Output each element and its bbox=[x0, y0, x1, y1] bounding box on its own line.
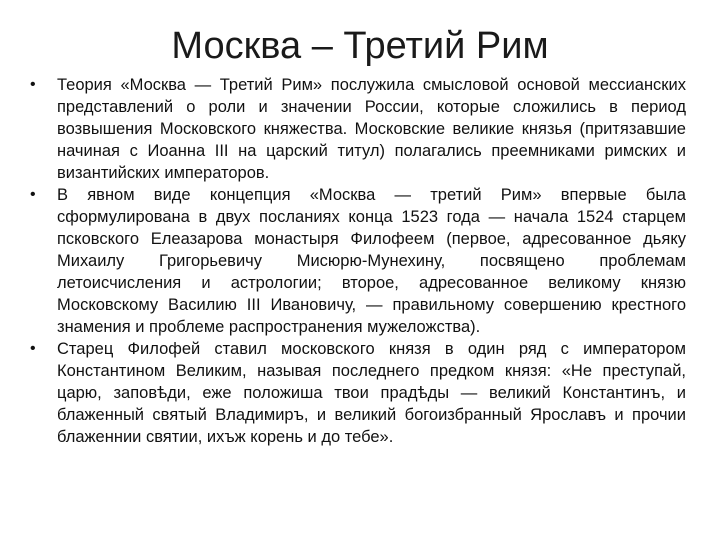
bullet-item-2 bbox=[30, 184, 686, 338]
bullet-text-1: Теория «Москва — Третий Рим» послужила смысловой основой мессианских представлений о роли и значении России, которые сложились в период возвышения Московского княжества. Московские великие князья (притязавшие начиная с Иоанна III на царский титул) полагались преемниками римских и византийских императоров. bbox=[57, 76, 686, 182]
bullet-item-1 bbox=[30, 74, 686, 184]
bullet-text-2: В явном виде концепция «Москва — третий Рим» впервые была сформулирована в двух посланиях конца 1523 года — начала 1524 старцем псковского Елеазарова монастыря Филофеем (первое, адресованное дьяку Михаилу Григорьевичу Мисюрю-Мунехину, посвящено проблемам летоисчисления и астрологии; второе, адресованное великому князю Московскому Василию III Ивановичу, — правильному совершению крестного знамения и проблеме распространения мужеложства). bbox=[57, 186, 686, 336]
bullet-marker: • bbox=[30, 340, 36, 357]
bullet-item-3 bbox=[30, 338, 686, 448]
bullet-text-3: Старец Филофей ставил московского князя в один ряд с императором Константином Великим, называя последнего предком князя: «Не преступай, царю, заповѣди, еже положиша твои прадѣды — великий Константинъ, и блаженный святый Владимиръ, и великий богоизбранный Ярославъ и прочии блаженнии святии, ихъж корень и до тебе». bbox=[57, 340, 686, 446]
bullet-list bbox=[30, 74, 686, 448]
slide-title: Москва – Третий Рим bbox=[171, 25, 549, 67]
bullet-marker: • bbox=[30, 76, 36, 93]
bullet-marker: • bbox=[30, 186, 36, 203]
